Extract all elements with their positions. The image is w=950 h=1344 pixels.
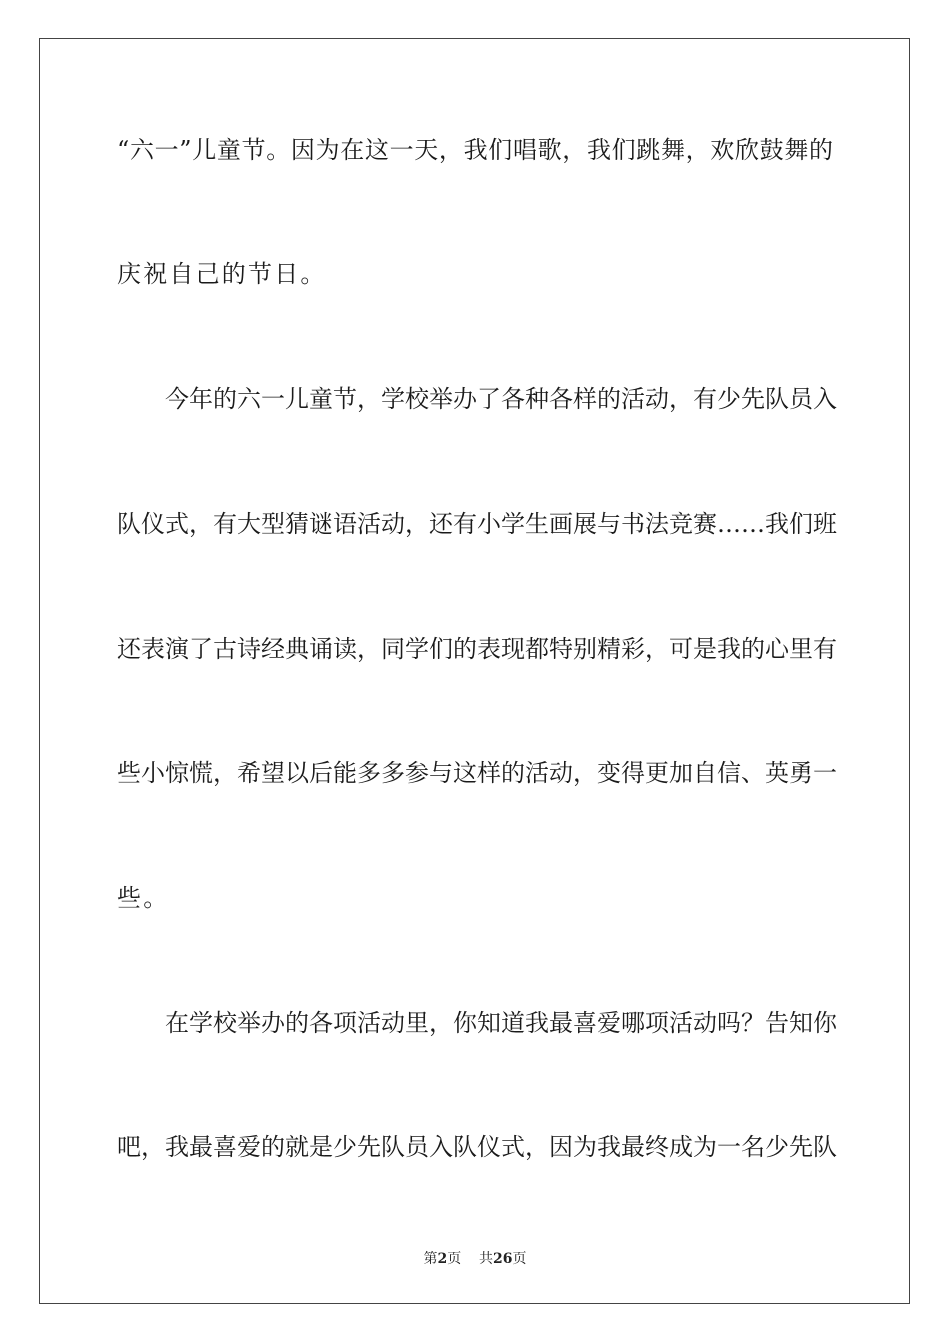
page-border	[39, 38, 910, 1304]
body-text-line: 些。	[117, 884, 170, 912]
body-text-line: 庆祝自己的节日。	[117, 260, 327, 288]
body-text-line: “六一”儿童节。因为在这一天，我们唱歌，我们跳舞，欢欣鼓舞的	[117, 136, 833, 164]
body-text-line: 队仪式，有大型猜谜语活动，还有小学生画展与书法竞赛……我们班	[117, 510, 837, 538]
paragraph-first-line: 在学校举办的各项活动里，你知道我最喜爱哪项活动吗？告知你	[165, 1009, 837, 1037]
body-text-line: 吧，我最喜爱的就是少先队员入队仪式，因为我最终成为一名少先队	[117, 1133, 837, 1161]
total-prefix: 共	[479, 1251, 494, 1267]
page-number: 2	[437, 1251, 448, 1267]
body-text-line: 些小惊慌，希望以后能多多参与这样的活动，变得更加自信、英勇一	[117, 759, 837, 787]
page-prefix: 第	[423, 1251, 438, 1267]
page-footer	[0, 1248, 950, 1268]
body-text-line: 还表演了古诗经典诵读，同学们的表现都特别精彩，可是我的心里有	[117, 635, 837, 663]
total-pages: 26	[493, 1251, 513, 1267]
total-suffix: 页	[512, 1251, 527, 1267]
page-suffix: 页	[447, 1251, 462, 1267]
paragraph-first-line: 今年的六一儿童节，学校举办了各种各样的活动，有少先队员入	[165, 385, 837, 413]
